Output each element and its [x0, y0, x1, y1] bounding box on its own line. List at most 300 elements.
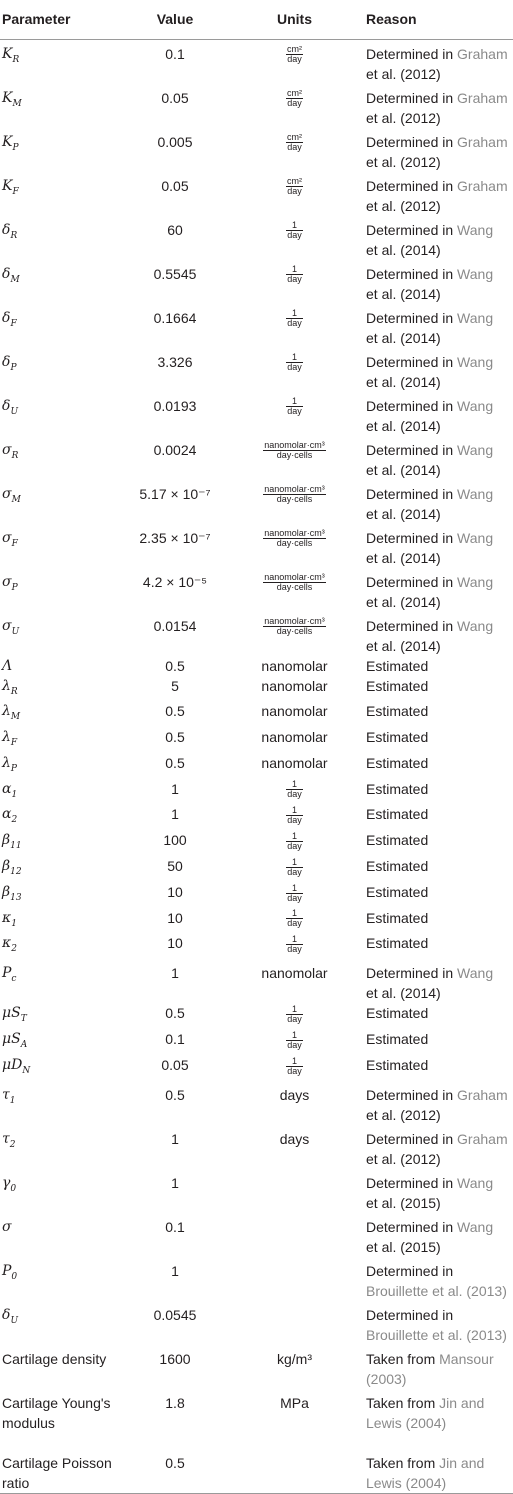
table-row	[0, 172, 513, 216]
unit-numerator: 1	[286, 780, 303, 790]
unit-denominator: day	[287, 186, 302, 197]
reason-cell: Estimated	[366, 780, 429, 797]
parameter-cell: $\delta_U$	[2, 1306, 19, 1326]
units-cell	[237, 1449, 352, 1494]
units-cell	[237, 612, 352, 656]
reason-cell: Determined in Graham et al. (2012)	[366, 177, 508, 214]
reason-cell: Taken from Jin and Lewis (2004)	[366, 1394, 485, 1431]
table-row	[0, 524, 513, 568]
citation-link: Wang	[457, 529, 494, 546]
value-cell: 0.5	[165, 703, 185, 720]
unit-denominator: day	[287, 1065, 302, 1076]
parameter-cell: $\sigma_R$	[2, 441, 19, 461]
parameter-cell: $P_0$	[2, 1262, 18, 1282]
reason-cell: Estimated	[366, 909, 429, 926]
units-cell	[237, 348, 352, 392]
reason-cell: Determined in Wang et al. (2014)	[366, 353, 494, 390]
reason-cell: Determined in Graham et al. (2012)	[366, 1130, 508, 1167]
value-cell: 4.2 × 10⁻⁵	[142, 573, 208, 590]
citation-link: Graham	[457, 133, 508, 150]
citation-link: Brouillette et al. (2013)	[366, 1326, 507, 1343]
parameter-cell: $\tau_1$	[2, 1086, 16, 1106]
unit-denominator: day	[287, 230, 302, 241]
unit-fraction	[263, 573, 326, 592]
parameter-cell: $P_c$	[2, 965, 17, 985]
parameter-cell: $\mu S_T$	[2, 1005, 27, 1025]
reason-cell: Estimated	[366, 883, 429, 900]
value-cell: 1	[171, 806, 179, 823]
units-cell	[237, 804, 352, 830]
units-cell	[237, 524, 352, 568]
parameter-cell: Cartilage density	[2, 1350, 107, 1367]
citation-link: Graham	[457, 1130, 508, 1147]
unit-fraction	[286, 780, 303, 799]
unit-numerator: 1	[286, 265, 303, 275]
reason-cell: Determined in Wang et al. (2014)	[366, 397, 494, 434]
unit-denominator: day	[287, 866, 302, 877]
table-row	[0, 436, 513, 480]
table-row	[0, 701, 513, 727]
table-row	[0, 1389, 513, 1449]
table-row	[0, 260, 513, 304]
table-row	[0, 779, 513, 805]
value-cell: 0.1	[165, 45, 185, 62]
table-row	[0, 304, 513, 348]
units-cell	[237, 779, 352, 805]
reason-cell: Estimated	[366, 677, 429, 694]
units-cell: days	[279, 1130, 310, 1147]
units-cell: nanomolar	[261, 754, 328, 771]
unit-denominator: day	[287, 142, 302, 153]
reason-cell: Determined in Brouillette et al. (2013)	[366, 1262, 507, 1299]
unit-numerator: nanomolar·cm³	[264, 616, 325, 627]
units-cell: nanomolar	[261, 729, 328, 746]
value-cell: 60	[167, 221, 183, 238]
value-cell: 2.35 × 10⁻⁷	[139, 529, 211, 546]
value-cell: 1	[171, 965, 179, 982]
parameter-cell: $K_R$	[2, 45, 20, 65]
unit-denominator: day	[287, 274, 302, 285]
unit-fraction	[286, 177, 303, 196]
citation-link: Wang	[457, 441, 494, 458]
value-cell: 0.05	[161, 177, 189, 194]
reason-cell: Taken from Mansour (2003)	[366, 1350, 494, 1387]
unit-numerator: 1	[286, 858, 303, 868]
units-cell: nanomolar	[261, 965, 328, 982]
unit-fraction	[286, 858, 303, 877]
reason-cell: Determined in Graham et al. (2012)	[366, 1086, 508, 1123]
parameter-cell: $\lambda_M$	[2, 703, 21, 723]
table-row	[0, 676, 513, 702]
units-cell	[237, 1029, 352, 1055]
units-cell	[237, 856, 352, 882]
value-cell: 0.05	[161, 89, 189, 106]
parameter-cell: $\sigma_U$	[2, 617, 20, 637]
citation-link: Wang	[457, 573, 494, 590]
citation-link: Wang	[457, 965, 494, 982]
value-cell: 1	[171, 1174, 179, 1191]
reason-cell: Estimated	[366, 657, 429, 674]
table-row	[0, 1345, 513, 1389]
unit-numerator: cm²	[287, 44, 302, 55]
unit-denominator: day	[287, 841, 302, 852]
reason-cell: Estimated	[366, 1031, 429, 1048]
unit-denominator: day·cells	[276, 450, 313, 461]
table-row	[0, 1029, 513, 1055]
units-cell	[237, 933, 352, 959]
citation-link: Wang	[457, 485, 494, 502]
unit-denominator: day	[287, 406, 302, 417]
parameter-cell: $\lambda_F$	[2, 729, 18, 748]
units-cell: nanomolar	[261, 657, 328, 674]
parameter-cell: $\delta_P$	[2, 353, 17, 373]
citation-link: Wang	[457, 309, 494, 326]
table-row	[0, 959, 513, 1003]
reason-cell: Determined in Wang et al. (2014)	[366, 617, 494, 654]
parameter-cell: $\beta_{13}$	[2, 883, 22, 903]
units-cell	[237, 436, 352, 480]
units-cell	[237, 1003, 352, 1029]
unit-numerator: nanomolar·cm³	[264, 440, 325, 451]
reason-cell: Estimated	[366, 858, 429, 875]
reason-cell: Estimated	[366, 935, 429, 952]
reason-cell: Determined in Wang et al. (2014)	[366, 529, 494, 566]
unit-fraction	[263, 441, 326, 460]
parameter-cell: $\sigma_F$	[2, 529, 18, 549]
citation-link: Wang	[457, 397, 494, 414]
units-cell: MPa	[280, 1394, 309, 1411]
citation-link: Lewis (2004)	[366, 1414, 447, 1431]
table-row	[0, 656, 513, 676]
table-row	[0, 568, 513, 612]
value-cell: 10	[167, 883, 183, 900]
reason-cell: Estimated	[366, 832, 429, 849]
citation-link: Graham	[457, 89, 508, 106]
parameter-cell: $\beta_{12}$	[2, 858, 22, 877]
parameter-cell: $\gamma_0$	[2, 1174, 17, 1194]
unit-denominator: day	[287, 1014, 302, 1025]
citation-link: Graham	[457, 177, 508, 194]
unit-denominator: day	[287, 789, 302, 800]
reason-cell: Determined in Wang et al. (2014)	[366, 573, 494, 610]
value-cell: 0.1	[165, 1218, 185, 1235]
units-cell	[237, 480, 352, 524]
citation-link: Mansour	[439, 1350, 494, 1367]
value-cell: 3.326	[157, 353, 193, 370]
value-cell: 5	[171, 677, 179, 694]
parameter-cell: $\delta_R$	[2, 221, 18, 241]
units-cell: kg/m³	[277, 1350, 312, 1367]
units-cell	[237, 172, 352, 216]
reason-cell: Determined in Wang et al. (2014)	[366, 309, 494, 346]
unit-numerator: 1	[286, 1057, 303, 1067]
reason-cell: Determined in Wang et al. (2014)	[366, 485, 494, 522]
reason-cell: Determined in Brouillette et al. (2013)	[366, 1306, 507, 1343]
units-cell	[237, 908, 352, 934]
value-cell: 0.005	[157, 133, 193, 150]
table-row	[0, 348, 513, 392]
unit-denominator: day·cells	[276, 582, 313, 593]
unit-denominator: day	[287, 944, 302, 955]
unit-fraction	[286, 133, 303, 152]
unit-denominator: day	[287, 918, 302, 929]
unit-fraction	[286, 353, 303, 372]
units-cell: nanomolar	[261, 677, 328, 694]
citation-link: Wang	[457, 617, 494, 634]
value-cell: 50	[167, 858, 183, 875]
unit-fraction	[286, 832, 303, 851]
unit-fraction	[286, 1005, 303, 1024]
parameter-cell: $\sigma_M$	[2, 485, 21, 505]
value-cell: 0.0024	[153, 441, 197, 458]
reason-cell: Determined in Wang et al. (2014)	[366, 265, 494, 302]
table-row	[0, 1301, 513, 1345]
unit-denominator: day	[287, 54, 302, 65]
unit-fraction	[286, 397, 303, 416]
unit-denominator: day	[287, 892, 302, 903]
table-row	[0, 830, 513, 856]
value-cell: 0.1	[165, 1031, 185, 1048]
units-cell	[237, 216, 352, 260]
units-cell	[237, 882, 352, 908]
value-cell: 0.1664	[153, 309, 197, 326]
table-row	[0, 753, 513, 779]
units-cell	[237, 128, 352, 172]
value-cell: 0.5	[165, 1005, 185, 1022]
unit-fraction	[286, 909, 303, 928]
unit-fraction	[286, 309, 303, 328]
citation-link: Wang	[457, 1218, 494, 1235]
citation-link: Jin and	[439, 1454, 485, 1471]
table-row	[0, 480, 513, 524]
unit-numerator: cm²	[287, 88, 302, 99]
reason-cell: Determined in Wang et al. (2014)	[366, 221, 494, 258]
citation-link: Graham	[457, 45, 508, 62]
parameter-cell: $\kappa_1$	[2, 909, 17, 929]
unit-numerator: 1	[286, 309, 303, 319]
table-row	[0, 612, 513, 656]
table-row	[0, 908, 513, 934]
table-row	[0, 39, 513, 84]
parameter-cell: σ	[2, 1218, 12, 1235]
units-cell	[237, 1301, 352, 1345]
value-cell: 0.05	[161, 1056, 189, 1073]
value-cell: 0.5	[165, 657, 185, 674]
unit-fraction	[286, 884, 303, 903]
table-row	[0, 1055, 513, 1081]
unit-fraction	[286, 1057, 303, 1076]
unit-fraction	[263, 485, 326, 504]
parameter-cell: $\sigma_P$	[2, 573, 18, 593]
units-cell	[237, 392, 352, 436]
units-cell	[237, 1055, 352, 1081]
unit-numerator: 1	[286, 909, 303, 919]
table-row	[0, 1449, 513, 1494]
parameter-cell: $\beta_{11}$	[2, 832, 22, 852]
value-cell: 10	[167, 909, 183, 926]
unit-denominator: day·cells	[276, 538, 313, 549]
reason-cell: Determined in Wang et al. (2015)	[366, 1174, 494, 1211]
parameter-cell: Cartilage Young's modulus	[2, 1394, 111, 1431]
unit-numerator: nanomolar·cm³	[264, 572, 325, 583]
unit-fraction	[286, 806, 303, 825]
unit-denominator: day	[287, 318, 302, 329]
reason-cell: Determined in Wang et al. (2014)	[366, 441, 494, 478]
reason-cell: Estimated	[366, 1056, 429, 1073]
citation-link: Graham	[457, 1086, 508, 1103]
header-units: Units	[277, 11, 312, 28]
parameter-cell: $\alpha_2$	[2, 806, 18, 826]
units-cell	[237, 568, 352, 612]
unit-denominator: day·cells	[276, 494, 313, 505]
citation-link: Wang	[457, 1174, 494, 1191]
table-row	[0, 856, 513, 882]
table-row	[0, 216, 513, 260]
parameter-cell: $\delta_M$	[2, 265, 20, 285]
citation-link: Brouillette et al. (2013)	[366, 1282, 507, 1299]
unit-numerator: 1	[286, 832, 303, 842]
header-reason: Reason	[366, 11, 417, 28]
parameter-cell: Cartilage Poisson ratio	[2, 1454, 112, 1491]
unit-numerator: 1	[286, 1031, 303, 1041]
table-row	[0, 727, 513, 753]
unit-denominator: day	[287, 815, 302, 826]
unit-numerator: 1	[286, 884, 303, 894]
unit-denominator: day	[287, 1039, 302, 1050]
unit-fraction	[286, 1031, 303, 1050]
reason-cell: Taken from Jin and Lewis (2004)	[366, 1454, 485, 1491]
parameter-cell: $\lambda_P$	[2, 754, 17, 774]
units-cell: days	[279, 1086, 310, 1103]
value-cell: 0.5	[165, 729, 185, 746]
unit-denominator: day	[287, 98, 302, 109]
value-cell: 0.5545	[153, 265, 197, 282]
parameter-cell: $\kappa_2$	[2, 935, 17, 955]
unit-numerator: cm²	[287, 132, 302, 143]
value-cell: 1	[171, 1130, 179, 1147]
unit-denominator: day·cells	[276, 626, 313, 637]
parameter-cell: $\tau_2$	[2, 1130, 16, 1150]
reason-cell: Determined in Wang et al. (2015)	[366, 1218, 494, 1255]
value-cell: 0.0545	[153, 1306, 197, 1323]
value-cell: 5.17 × 10⁻⁷	[139, 485, 211, 502]
units-cell: nanomolar	[261, 703, 328, 720]
reason-cell: Determined in Graham et al. (2012)	[366, 89, 508, 126]
value-cell: 100	[163, 832, 187, 849]
unit-fraction	[263, 617, 326, 636]
reason-cell: Determined in Wang et al. (2014)	[366, 965, 494, 1002]
table-row	[0, 1257, 513, 1301]
table-body	[0, 39, 513, 1493]
value-cell: 0.5	[165, 1086, 185, 1103]
parameter-cell: $K_P$	[2, 133, 19, 153]
table-row	[0, 1003, 513, 1029]
table-row	[0, 1081, 513, 1125]
header-row	[0, 0, 513, 39]
unit-numerator: nanomolar·cm³	[264, 528, 325, 539]
units-cell	[237, 1213, 352, 1257]
reason-cell: Determined in Graham et al. (2012)	[366, 45, 508, 82]
unit-numerator: 1	[286, 353, 303, 363]
citation-link: Wang	[457, 353, 494, 370]
unit-fraction	[286, 221, 303, 240]
reason-cell: Estimated	[366, 1005, 429, 1022]
unit-numerator: 1	[286, 221, 303, 231]
citation-link: Wang	[457, 265, 494, 282]
units-cell	[237, 39, 352, 84]
value-cell: 10	[167, 935, 183, 952]
unit-numerator: cm²	[287, 176, 302, 187]
parameter-cell: $\delta_U$	[2, 397, 19, 417]
reason-cell: Estimated	[366, 806, 429, 823]
table-row	[0, 1169, 513, 1213]
parameter-cell: $\mu D_N$	[2, 1056, 31, 1076]
value-cell: 1600	[159, 1350, 191, 1367]
reason-cell: Estimated	[366, 729, 429, 746]
citation-link: Wang	[457, 221, 494, 238]
table-row	[0, 1125, 513, 1169]
table-row	[0, 882, 513, 908]
units-cell	[237, 84, 352, 128]
units-cell	[237, 1257, 352, 1301]
parameter-cell: $\mu S_A$	[2, 1031, 28, 1050]
citation-link: (2003)	[366, 1370, 407, 1387]
table-row	[0, 392, 513, 436]
reason-cell: Determined in Graham et al. (2012)	[366, 133, 508, 170]
unit-numerator: 1	[286, 1005, 303, 1015]
units-cell	[237, 260, 352, 304]
value-cell: 1	[171, 1262, 179, 1279]
parameter-cell: $\delta_F$	[2, 309, 17, 329]
parameter-cell: $K_M$	[2, 89, 22, 109]
parameter-cell: $\lambda_R$	[2, 677, 18, 697]
table-row	[0, 84, 513, 128]
header-value: Value	[156, 11, 194, 28]
unit-numerator: 1	[286, 806, 303, 816]
unit-fraction	[286, 45, 303, 64]
value-cell: 0.5	[165, 1454, 185, 1471]
parameter-cell: $\alpha_1$	[2, 780, 18, 800]
citation-link: Jin and	[439, 1394, 485, 1411]
value-cell: 0.5	[165, 754, 185, 771]
value-cell: 0.0193	[153, 397, 197, 414]
unit-fraction	[286, 265, 303, 284]
unit-fraction	[286, 89, 303, 108]
table-row	[0, 804, 513, 830]
units-cell	[237, 830, 352, 856]
reason-cell: Estimated	[366, 754, 429, 771]
value-cell: 0.0154	[153, 617, 197, 634]
value-cell: 1.8	[165, 1394, 185, 1411]
unit-numerator: 1	[286, 397, 303, 407]
unit-denominator: day	[287, 362, 302, 373]
parameter-cell: $K_F$	[2, 177, 19, 197]
header-parameter: Parameter	[2, 11, 71, 28]
table-header	[0, 0, 513, 39]
unit-numerator: nanomolar·cm³	[264, 484, 325, 495]
citation-link: Lewis (2004)	[366, 1474, 447, 1491]
unit-numerator: 1	[286, 935, 303, 945]
units-cell	[237, 1169, 352, 1213]
units-cell	[237, 304, 352, 348]
unit-fraction	[286, 935, 303, 954]
parameter-cell: Λ	[2, 657, 13, 674]
table-row	[0, 1213, 513, 1257]
table-row	[0, 933, 513, 959]
unit-fraction	[263, 529, 326, 548]
value-cell: 1	[171, 780, 179, 797]
table-row	[0, 128, 513, 172]
